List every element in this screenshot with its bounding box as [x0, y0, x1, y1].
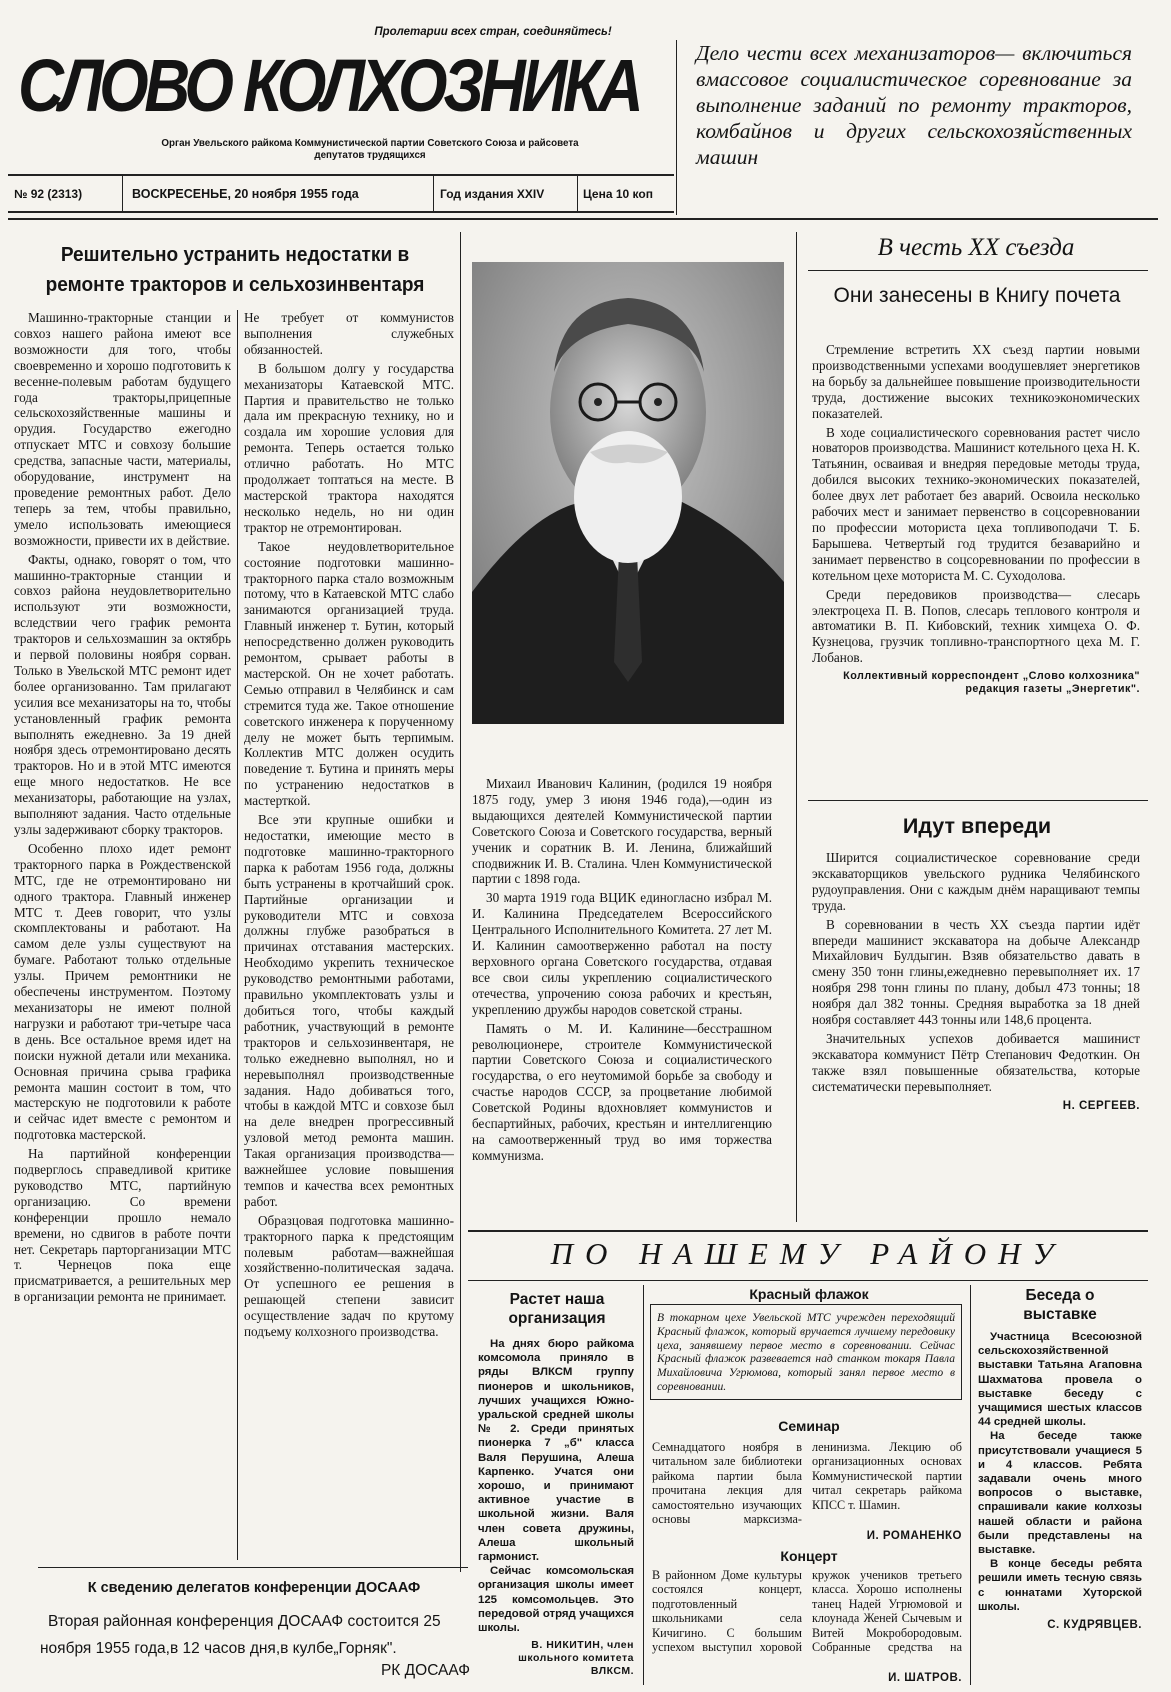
paragraph: Стремление встретить XX съезд партии новыми производственными успехами воодушевляет энергетиков на борьбу за дальнейшее повышение производительности труда, достижение высоких техникоэкономических показателей. — [812, 342, 1140, 421]
flag-text: В токарном цехе Увельской МТС учрежден переходящий Красный флажок, который вручается лучшему передовику цеха, занявшему первое место в соревновании. Сейчас Красный флажок развевается над станком токаря Павла Михайловича Угрюмова, который занял первое место в соревновании. — [657, 1311, 955, 1393]
issue-number: № 92 (2313) — [14, 187, 83, 201]
notice-text: Вторая районная конференция ДОСААФ состоится 25 ноября 1955 года,в 12 часов дня,в кулбе„Горняк". — [40, 1613, 441, 1657]
expo-article — [978, 1330, 1142, 1685]
section-heading: В честь XX съезда — [877, 234, 1075, 261]
paragraph: Михаил Иванович Калинин, (родился 19 ноября 1875 году, умер 3 июня 1946 года),—один из выдающихся деятелей Коммунистической партии Советского Союза и Советского государства, верный ученик и соратник В. И. Ленина, ближайший сподвижник И. В. Сталина. Член Коммунистической партии с 1898 года. — [472, 776, 772, 887]
newspaper-title: СЛОВО КОЛХОЗНИКА — [18, 44, 640, 127]
article-going-ahead — [812, 850, 1140, 1220]
slogan: Пролетарии всех стран, соединяйтесь! — [374, 26, 612, 38]
paragraph: Машинно-тракторные станции и совхоз нашего района имеют все возможности для того, чтобы своевременно и хорошо подготовить к весенне-полевым работам будущего года тракторы,прицепные сельскохозяйственные машины и орудия. Государство ежегодно отпускает МТС и совхозу большие средства, запасные части, материалы, оборудование, инструмент на проведение ремонтных работ. Дело теперь за тем, чтобы правильно, умело использовать имеющиеся возможности, привести их в действие. — [14, 310, 231, 548]
signature: В. НИКИТИН, член школьного комитета ВЛКСМ. — [518, 1639, 634, 1678]
paragraph: Не требует от коммунистов выполнения служебных обязанностей. — [244, 310, 454, 357]
concert-sign: И. ШАТРОВ. — [888, 1672, 962, 1684]
signature: С. КУДРЯВЦЕВ. — [1047, 1619, 1142, 1632]
flag-title: Красный флажок — [749, 1286, 869, 1302]
paragraph: Ширится социалистическое соревнование среди экскаваторщиков увельского рудника Челябинского рудоуправления. Они с каждым днём наращивают темпы труда. — [812, 850, 1140, 913]
paragraph: Факты, однако, говорят о том, что машинно-тракторные станции и совхоз района неудовлетворительно используют эти возможности, вследствии чего график ремонта тракторов и сельхозмашин за октябрь и первой половины ноября сорван. Только в Увельской МТС ремонт идет более организованно. Там прилагают усилия все механизаторы на то, чтобы установленный график ремонта выполнять ежедневно. За 19 дней ноября здесь отремонтировано десять тракторов. Но и в этой МТС имеются еще много недостатков. Не все механизаторы, работающие на узлах, выполняют задания. Часто отдельные узлы задерживают сборку тракторов. — [14, 551, 231, 837]
paragraph: В ходе социалистического соревнования растет число новаторов производства. Машинист котельного цеха Н. К. Татьянин, осваивая и внедряя передовые методы труда, добился высоких технико-экономических показателей, более двух лет работает без аварий. Освоила несколько рабочих мест и занимает первенство в соцсоревновании по профессии моториста цеха топливоподачи Т. Б. Барышева. Четвертый год трудится безаварийно и занимает первенство в соцсоревновании по профессии в котельном цехе моториста М. С. Суходолова. — [812, 424, 1140, 583]
portrait-image — [472, 262, 784, 724]
concert-title: Концерт — [780, 1548, 838, 1564]
lead-article-col-2 — [244, 310, 454, 1562]
publication-year: Год издания XXIV — [440, 187, 545, 201]
signature: Коллективный корреспондент „Слово колхозника" редакция газеты „Энергетик". — [843, 670, 1140, 696]
concert-text: В районном Доме культуры состоялся концерт, подготовленный школьниками села Кичигино. С большим успехом выступил хоровой кружок учеников третьего класса. Хорошо исполнены танец Надей Угрюмовой и клоунада Женей Сычевым и Витей Мокробородовым. Собранные средства на — [652, 1568, 962, 1655]
paragraph: Сейчас комсомольская организация школы имеет 125 комсомольцев. Это передовой отряд учащихся школы. — [478, 1565, 634, 1635]
notice-sign: РК ДОСААФ — [380, 1662, 470, 1679]
paragraph: 30 марта 1919 года ВЦИК единогласно избрал М. И. Калинина Председателем Всероссийского Центрального Исполнительного Комитета. 27 лет М. И. Калинин самоотверженно работал на посту верховного органа Советского государства, отдавая все свои силы укреплению социалистического отечества, упрочению союза рабочих и крестьян, укреплению дружбы народов советской страны. — [472, 890, 772, 1017]
flag-box — [650, 1304, 962, 1400]
org-article — [478, 1337, 634, 1682]
notice-title: К сведению делегатов конференции ДОСААФ — [87, 1580, 421, 1596]
seminar-title: Семинар — [778, 1418, 840, 1434]
paragraph: Образцовая подготовка машинно-тракторного парка к предстоящим полевым работам—важнейшая хозяйственно-политическая задача. От успешного ее решения в решающей степени зависит осуществление задач по крутому подъему колхозного производства. — [244, 1212, 454, 1340]
article-title-going-ahead: Идут впереди — [902, 814, 1052, 838]
motto: Дело чести всех механизаторов— включиться вмассовое социалистическое соревнование за выполнение заданий по ремонту тракторов, комбайнов и других сельскохозяйственных машин — [696, 41, 1132, 169]
paragraph: На днях бюро райкома комсомола приняло в ряды ВЛКСМ группу пионеров и школьников, лучших учащихся Южно-уральской средней школы № 2. Среди принятых пионерка 7 „б" класса Валя Перушина, Алеша Карпенко. Учатся они хорошо, и принимают активное участие в школьной жизни. Валя член совета дружины, Алеша школьный гармонист. — [478, 1338, 634, 1564]
paragraph: Участница Всесоюзной сельскохозяйственной выставки Татьяна Агаповна Шахматова провела о выставке беседу с учащимися шестых классов 44 средней школы. — [978, 1331, 1142, 1429]
price: Цена 10 коп — [583, 187, 653, 201]
signature: Н. СЕРГЕЕВ. — [1062, 1099, 1140, 1112]
paragraph: На партийной конференции подверглось справедливой критике руководство МТС, партийную организацию. Со времени конференции прошло немало времени, но сдвигов в работе почти нет. Секретарь парторганизации МТС т. Чернецов пока еще присматривается, а решительных мер в организации ремонта не принимает. — [14, 1146, 231, 1305]
paragraph: В соревновании в честь XX съезда партии идёт впереди машинист экскаватора на добыче Александр Михайлович Булдыгин. Взяв обязательство давать в смену 350 тонн глины,ежедневно перевыполняет их. 17 ноября 298 тонн глины по плану, добыл 473 тонны; 18 ноября дал 382 тонны. Средняя выработка за 18 дней ноября составляет 443 тонны или 148,6 процента. — [812, 916, 1140, 1028]
district-banner: ПО НАШЕМУ РАЙОНУ — [550, 1236, 1066, 1271]
newspaper-subtitle: Орган Увельского райкома Коммунистической партии Советского Союза и райсовета депутатов трудящихся — [161, 138, 579, 161]
paragraph: В большом долгу у государства механизаторы Катаевской МТС. Партия и правительство не только дала им прекрасную технику, но и создала им хорошие условия для ремонта. Теперь остается только отлично работать. Но МТС продолжает топтаться на месте. В мастерской трактора находятся несколько недель, но ни один трактор не отремонтирован. — [244, 360, 454, 535]
paragraph: Такое неудовлетворительное состояние подготовки машинно-тракторного парка стало возможным потому, что в Катаевской МТС слабо занимаются организацией труда. Главный инженер т. Бутин, который непосредственно должен руководить ремонтом, срывает работы в мастерской. Он не хочет работать. Семью отправил в Челябинск и сам стремится туда же. Такое отношение советского инженера к порученному делу не может быть терпимым. Коллектив МТС должен осудить поведение т. Бутина и принять меры по устранению недостатков в мастерткой. — [244, 538, 454, 809]
paragraph: На беседе также присутствовали учащиеся 5 и 4 классов. Ребята задавали очень много вопросов о выставке, спрашивали какие колхозы нашей области и района были представлены на выставке. — [978, 1430, 1142, 1557]
kalinin-bio — [472, 776, 772, 1221]
article-book-of-honor — [812, 342, 1140, 732]
paragraph: Среди передовиков производства— слесарь электроцеха П. В. Попов, слесарь теплового контроля и автоматики В. П. Кибовский, техник химцеха О. Ф. Кузнецова, грузчик топливно-транспортного цеха М. Г. Лобанов. — [812, 586, 1140, 666]
paragraph: Память о М. И. Калинине—бесстрашном революционере, строителе Коммунистической партии Советского Союза и социалистического государства, о его неутомимой борьбе за свободу и счастье народов СССР, за процветание любимой Советской Родины вдохновляет коммунистов и беспартийных, рабочих, крестьян и интеллигенцию на самоотверженный труд во имя торжества коммунизма. — [472, 1020, 772, 1163]
issue-date: ВОСКРЕСЕНЬЕ, 20 ноября 1955 года — [132, 187, 359, 201]
kalinin-portrait — [472, 262, 784, 724]
expo-title: Беседа о выставке — [1023, 1287, 1097, 1323]
article-title-book-of-honor: Они занесены в Книгу почета — [833, 284, 1121, 307]
seminar-text: Семнадцатого ноября в читальном зале библиотеки райкома партии была прочитана лекция для самостоятельно изучающих основы марксизма-ленинизма. Лекцию об организационных основах Коммунистической партии читал секретарь райкома КПСС т. Шамин. — [652, 1440, 962, 1527]
paragraph: Особенно плохо идет ремонт тракторного парка в Рождественской МТС, где не отремонтировано ни одного трактора. Главный инженер МТС т. Деев говорит, что узлы скомплектованы и работают. На самом деле узлы существуют на бумаге. Работают только отдельные узлы. Причем ремонтники не обеспечены инструментом. Поэтому механизаторы не имеют полной нагрузки и работают три-четыре часа в день. Все остальное время идет на поиски нужной детали или механика. Основная причина срыва графика ремонта машин состоит в том, что мастерскую не подготовили к работе и сейчас идет вместе с ремонтом и подготовка мастерской. — [14, 840, 231, 1143]
org-title: Растет наша организация — [508, 1291, 606, 1327]
paragraph: Все эти крупные ошибки и недостатки, имеющие место в подготовке машинно-тракторного парка к работам 1956 года, должны быть устранены в кротчайший срок. Партийные организации и руководители МТС и совхоза должны глубже разобраться в причинах отставания мастерских. Необходимо укрепить техническое руководство ремонтными работами, правильно укомплектовать узлы и добиться того, чтобы каждый работник, участвующий в ремонте тракторов и сельхозинвентаря, не только ежедневно выполнял, но и неревыполнял производственные задания. Надо добиваться того, чтобы в каждой МТС и совхозе был на деле внедрен прогрессивный узловой метод ремонта машин. Такая организация производства—важнейшее условие повышения темпов и качества всех ремонтных работ. — [244, 812, 454, 1209]
lead-article-title: Решительно устранить недостатки в ремонте тракторов и сельхозинвентаря — [45, 243, 425, 296]
paragraph: В конце беседы ребята решили иметь тесную связь с юннатами Хуторской школы. — [978, 1558, 1142, 1613]
paragraph: Значительных успехов добивается машинист экскаватора коммунист Пётр Степанович Федоткин. Он также взял повышенные обязательства, которые систематически перевыполняет. — [812, 1030, 1140, 1094]
lead-article-col-1 — [14, 310, 231, 1568]
seminar-sign: И. РОМАНЕНКО — [866, 1530, 962, 1542]
